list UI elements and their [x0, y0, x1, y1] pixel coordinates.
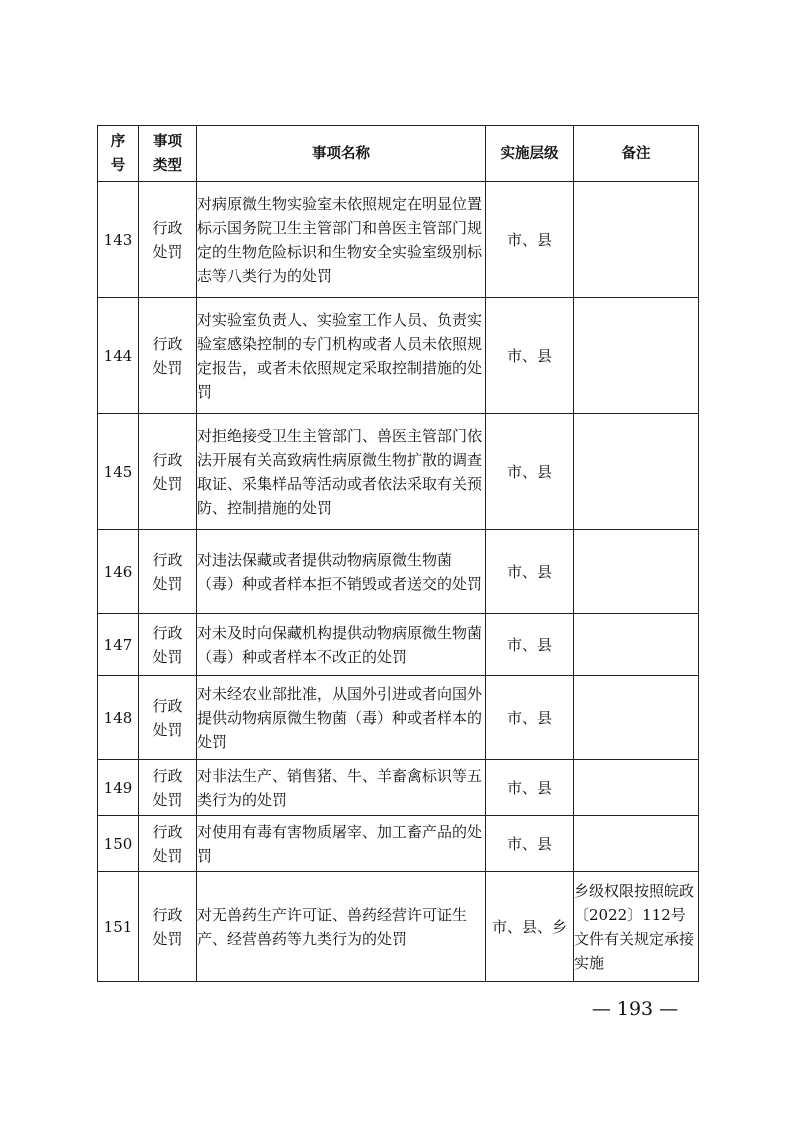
row-number: 147 [98, 614, 139, 676]
table-row [98, 614, 699, 676]
row-type: 行政 处罚 [139, 530, 197, 614]
row-note [574, 298, 699, 414]
table-row [98, 414, 699, 530]
row-note [574, 614, 699, 676]
row-number: 144 [98, 298, 139, 414]
row-type: 行政 处罚 [139, 182, 197, 298]
row-type: 行政 处罚 [139, 760, 197, 816]
header-note: 备注 [574, 126, 699, 182]
row-note [574, 760, 699, 816]
row-number: 146 [98, 530, 139, 614]
row-name: 对使用有毒有害物质屠宰、加工畜产品的处罚 [197, 816, 486, 872]
row-type: 行政 处罚 [139, 816, 197, 872]
row-level: 市、县 [486, 414, 574, 530]
row-number: 145 [98, 414, 139, 530]
table-row [98, 872, 699, 982]
row-name: 对拒绝接受卫生主管部门、兽医主管部门依法开展有关高致病性病原微生物扩散的调查取证、采集样品等活动或者依法采取有关预防、控制措施的处罚 [197, 414, 486, 530]
header-name: 事项名称 [197, 126, 486, 182]
table-row [98, 298, 699, 414]
row-name: 对病原微生物实验室未依照规定在明显位置标示国务院卫生主管部门和兽医主管部门规定的生物危险标识和生物安全实验室级别标志等八类行为的处罚 [197, 182, 486, 298]
row-level: 市、县 [486, 298, 574, 414]
row-name: 对未及时向保藏机构提供动物病原微生物菌（毒）种或者样本不改正的处罚 [197, 614, 486, 676]
row-note: 乡级权限按照皖政〔2022〕112号文件有关规定承接实施 [574, 872, 699, 982]
table-row [98, 182, 699, 298]
row-level: 市、县 [486, 760, 574, 816]
table-row [98, 676, 699, 760]
row-level: 市、县 [486, 182, 574, 298]
row-level: 市、县 [486, 530, 574, 614]
row-note [574, 414, 699, 530]
row-note [574, 816, 699, 872]
row-type: 行政 处罚 [139, 872, 197, 982]
row-level: 市、县 [486, 676, 574, 760]
table-row [98, 760, 699, 816]
row-level: 市、县 [486, 816, 574, 872]
header-no: 序 号 [98, 126, 139, 182]
row-number: 148 [98, 676, 139, 760]
row-note [574, 182, 699, 298]
row-type: 行政 处罚 [139, 614, 197, 676]
row-note [574, 676, 699, 760]
items-table [97, 125, 699, 982]
row-number: 149 [98, 760, 139, 816]
page-number: — 193 — [591, 998, 679, 1020]
row-name: 对非法生产、销售猪、牛、羊畜禽标识等五类行为的处罚 [197, 760, 486, 816]
table-row [98, 530, 699, 614]
row-name: 对未经农业部批准，从国外引进或者向国外提供动物病原微生物菌（毒）种或者样本的处罚 [197, 676, 486, 760]
row-level: 市、县、乡 [486, 872, 574, 982]
header-level: 实施层级 [486, 126, 574, 182]
row-number: 143 [98, 182, 139, 298]
row-type: 行政 处罚 [139, 298, 197, 414]
table-row [98, 816, 699, 872]
row-type: 行政 处罚 [139, 414, 197, 530]
header-type: 事项 类型 [139, 126, 197, 182]
row-number: 150 [98, 816, 139, 872]
row-name: 对实验室负责人、实验室工作人员、负责实验室感染控制的专门机构或者人员未依照规定报告，或者未依照规定采取控制措施的处罚 [197, 298, 486, 414]
row-name: 对无兽药生产许可证、兽药经营许可证生产、经营兽药等九类行为的处罚 [197, 872, 486, 982]
row-type: 行政 处罚 [139, 676, 197, 760]
row-level: 市、县 [486, 614, 574, 676]
row-number: 151 [98, 872, 139, 982]
row-name: 对违法保藏或者提供动物病原微生物菌（毒）种或者样本拒不销毁或者送交的处罚 [197, 530, 486, 614]
header-row [98, 126, 699, 182]
row-note [574, 530, 699, 614]
